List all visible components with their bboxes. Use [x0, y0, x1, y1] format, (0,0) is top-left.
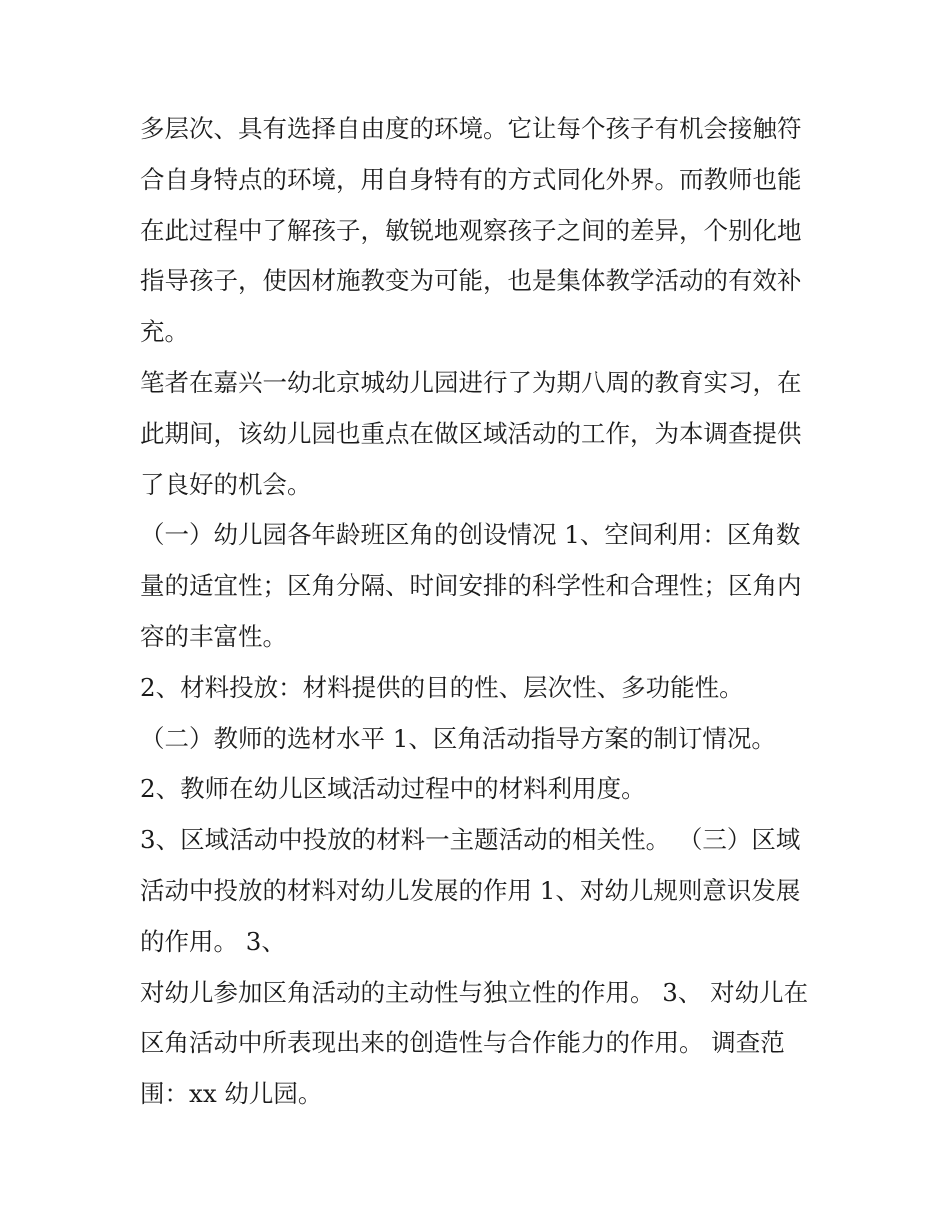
text-line: 充。: [140, 317, 189, 347]
text-line: 围：xx 幼儿园。: [140, 1079, 323, 1109]
text-line: 指导孩子，使因材施教变为可能，也是集体教学活动的有效补: [140, 266, 802, 296]
text-line: 3、区域活动中投放的材料一主题活动的相关性。 （三）区域: [140, 825, 801, 855]
text-line: 区角活动中所表现出来的创造性与合作能力的作用。 调查范: [140, 1028, 785, 1058]
text-line: 多层次、具有选择自由度的环境。它让每个孩子有机会接触符: [140, 114, 802, 143]
text-line: 合自身特点的环境，用自身特有的方式同化外界。而教师也能: [140, 164, 802, 194]
text-line: （二）教师的选材水平 1、区角活动指导方案的制订情况。: [140, 723, 776, 753]
text-line: 在此过程中了解孩子，敏锐地观察孩子之间的差异，个别化地: [140, 215, 802, 245]
text-line: 量的适宜性；区角分隔、时间安排的科学性和合理性；区角内: [140, 571, 802, 601]
text-line: 2、材料投放：材料提供的目的性、层次性、多功能性。: [140, 672, 744, 702]
text-line: 笔者在嘉兴一幼北京城幼儿园进行了为期八周的教育实习，在: [140, 367, 802, 397]
text-line: 容的丰富性。: [140, 621, 287, 651]
text-line: 的作用。 3、: [140, 926, 286, 956]
text-line: （一）幼儿园各年龄班区角的创设情况 1、空间利用：区角数: [140, 520, 801, 550]
text-line: 此期间，该幼儿园也重点在做区域活动的工作，为本调查提供: [140, 418, 802, 448]
document-body: [140, 104, 830, 1120]
text-line: 对幼儿参加区角活动的主动性与独立性的作用。 3、 对幼儿在: [140, 977, 809, 1007]
text-line: 了良好的机会。: [140, 469, 312, 499]
text-line: 活动中投放的材料对幼儿发展的作用 1、对幼儿规则意识发展: [140, 875, 801, 905]
text-line: 2、教师在幼儿区域活动过程中的材料利用度。: [140, 774, 646, 804]
